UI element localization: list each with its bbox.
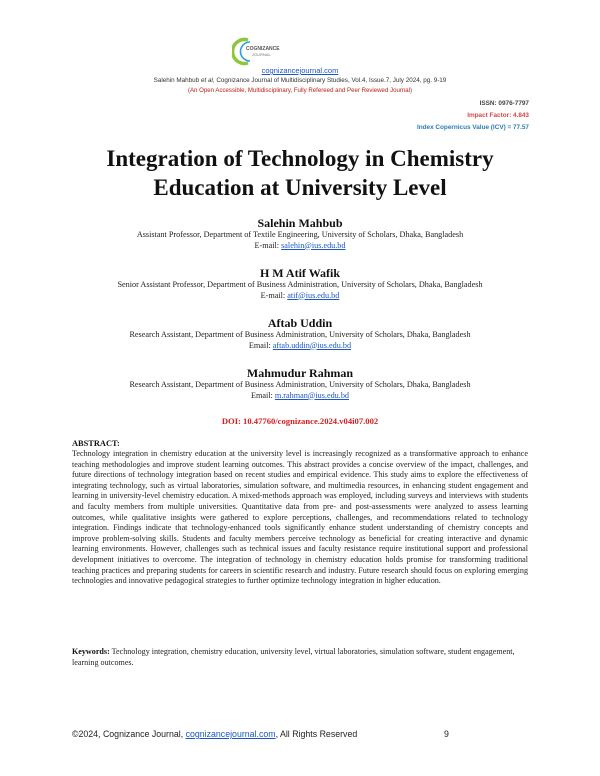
author-block <box>0 316 600 351</box>
icv-value: Index Copernicus Value (ICV) = 77.57 <box>416 124 529 131</box>
author-email-link[interactable]: aftab.uddin@ius.edu.bd <box>272 340 352 350</box>
svg-text:JOURNAL: JOURNAL <box>252 52 271 57</box>
cognizance-journal-logo <box>232 36 280 66</box>
issn: ISSN: 0976-7797 <box>479 100 529 107</box>
author-block <box>0 216 600 251</box>
footer-copyright: ©2024, Cognizance Journal, cognizancejournal.com, All Rights Reserved <box>72 729 358 739</box>
author-email-link[interactable]: m.rahman@ius.edu.bd <box>274 390 350 400</box>
footer-site-link[interactable]: cognizancejournal.com <box>185 729 276 739</box>
svg-text:COGNIZANCE: COGNIZANCE <box>246 46 280 52</box>
impact-factor: Impact Factor: 4.843 <box>467 112 529 119</box>
keywords-label: Keywords: <box>72 647 110 656</box>
author-email: Email: m.rahman@ius.edu.bd <box>250 390 350 400</box>
page-number: 9 <box>444 729 449 739</box>
open-access-note: (An Open Accessible, Multidisciplinary, Fully Refereed and Peer Reviewed Journal) <box>187 87 413 94</box>
author-email: Email: aftab.uddin@ius.edu.bd <box>248 340 352 350</box>
keywords-text: Technology integration, chemistry education, university level, virtual laboratories, simulation software, student engagement, learning outcomes. <box>72 647 515 667</box>
keywords <box>72 647 528 668</box>
author-affiliation: Assistant Professor, Department of Textile Engineering, University of Scholars, Dhaka, Bangladesh <box>136 230 464 239</box>
paper-title-line-2: Education at University Level <box>153 175 447 200</box>
author-name: Mahmudur Rahman <box>246 366 354 380</box>
author-email-link[interactable]: atif@ius.edu.bd <box>287 290 340 300</box>
author-affiliation: Research Assistant, Department of Business Administration, University of Scholars, Dhaka, Bangladesh <box>129 380 471 389</box>
doi[interactable]: DOI: 10.47760/cognizance.2024.v04i07.002 <box>221 416 379 426</box>
author-email: E-mail: salehin@ius.edu.bd <box>254 240 346 250</box>
abstract-heading: ABSTRACT: <box>72 439 120 448</box>
author-name: Aftab Uddin <box>267 316 333 330</box>
author-email-link[interactable]: salehin@ius.edu.bd <box>281 240 346 250</box>
citation-line: Salehin Mahbub et al, Cognizance Journal of Multidisciplinary Studies, Vol.4, Issue.7, July 2024, pg. 9-19 <box>153 77 447 84</box>
author-email: E-mail: atif@ius.edu.bd <box>260 290 340 300</box>
author-affiliation: Research Assistant, Department of Business Administration, University of Scholars, Dhaka, Bangladesh <box>129 330 471 339</box>
author-name: Salehin Mahbub <box>257 216 343 230</box>
author-name: H M Atif Wafik <box>259 266 341 280</box>
author-affiliation: Senior Assistant Professor, Department of Business Administration, University of Scholars, Dhaka, Bangladesh <box>117 280 483 289</box>
journal-site-link[interactable]: cognizancejournal.com <box>261 66 339 75</box>
author-block <box>0 366 600 401</box>
paper-title <box>60 144 540 202</box>
paper-title-line-1: Integration of Technology in Chemistry <box>106 146 494 171</box>
abstract-text: Technology integration in chemistry education at the university level is increasingly recognized as a transformative approach to enhance teaching methodologies and improve student learning outcomes. This abstract provides a concise overview of the impact, challenges, and future directions of technology integration based on recent studies and empirical evidence. This study aims to explore the effectiveness of integrating technology, such as virtual laboratories, simulation software, and multimedia resources, in enhancing student engagement and learning in university-level chemistry education. A mixed-methods approach was employed, including surveys and interviews with students and faculty members from multiple universities. Quantitative data from pre- and post-assessments were analyzed to assess learning outcomes, while qualitative insights were gathered to explore perceptions, challenges, and recommendations related to technology integration. Findings indicate that technology-enhanced tools significantly enhance student understanding of chemistry concepts and improve problem-solving skills. Students and faculty members perceive technology as beneficial for creating interactive and dynamic learning environments. However, challenges such as technical issues and faculty resistance require institutional support and professional development initiatives to overcome. The integration of technology in chemistry education holds promise for transforming traditional teaching practices and preparing students for careers in scientific research and industry. Future research should focus on exploring emerging technologies and innovative pedagogical strategies to further optimize technology integration in higher education. <box>72 449 528 586</box>
author-block <box>0 266 600 301</box>
